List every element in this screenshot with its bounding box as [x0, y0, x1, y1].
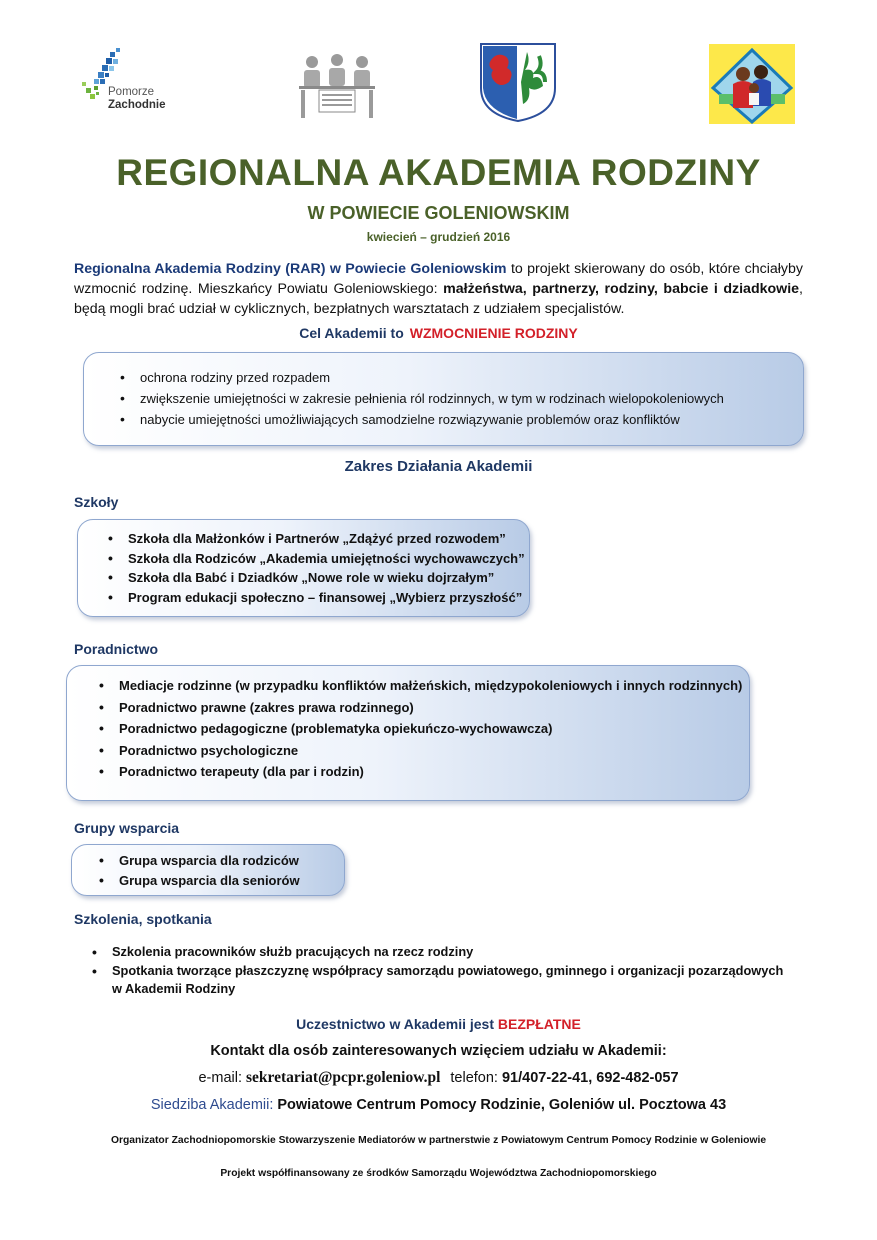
- intro-text-2: , będą mogli brać udział w cyklicznych, bezpłatnych warsztatach z udziałem specjalistów.: [74, 281, 803, 317]
- list-item: • Szkoła dla Babć i Dziadków „Nowe role w wieku dojrzałym”: [128, 568, 525, 588]
- participation-line: [0, 1016, 877, 1032]
- pomorze-text-line2: Zachodnie: [108, 99, 166, 111]
- list-item: • Program edukacji społeczno – finansowej „Wybierz przyszłość”: [128, 588, 525, 608]
- schools-list: [128, 529, 525, 607]
- mediators-association-logo: [297, 52, 377, 120]
- page-subtitle: W POWIECIE GOLENIOWSKIM: [307, 203, 570, 223]
- phone-label: telefon:: [450, 1070, 498, 1086]
- list-item: • Szkolenia pracowników służb pracujących na rzecz rodziny: [112, 943, 792, 961]
- list-item: • zwiększenie umiejętności w zakresie pełnienia ról rodzinnych, w tym w rodzinach wielopokoleniowych: [140, 388, 724, 409]
- goal-box: [83, 352, 804, 446]
- participation-value: BEZPŁATNE: [497, 1016, 581, 1032]
- date-range: kwiecień – grudzień 2016: [366, 230, 511, 244]
- goal-label: Cel Akademii to: [299, 325, 404, 341]
- contact-heading: Kontakt dla osób zainteresowanych wzięciem udziału w Akademii:: [210, 1043, 667, 1059]
- list-item: • Grupa wsparcia dla rodziców: [119, 851, 300, 871]
- list-item: • Grupa wsparcia dla seniorów: [119, 871, 300, 891]
- list-item: • Mediacje rodzinne (w przypadku konfliktów małżeńskich, międzypokoleniowych i innych rodzinnych): [119, 675, 742, 697]
- trainings-list: [112, 943, 792, 999]
- list-item: • Spotkania tworzące płaszczyznę współpracy samorządu powiatowego, gminnego i organizacji pozarządowych w Akademii Rodziny: [112, 962, 792, 998]
- goal-heading: [0, 325, 877, 341]
- coat-of-arms-icon: [479, 42, 557, 122]
- support-groups-box: [71, 844, 345, 896]
- schools-heading: Szkoły: [74, 494, 119, 510]
- intro-highlight: Regionalna Akademia Rodziny (RAR) w Powiecie Goleniowskim: [74, 261, 507, 277]
- list-item: • nabycie umiejętności umożliwiających samodzielne rozwiązywanie problemów oraz konfliktów: [140, 409, 724, 430]
- page-title: REGIONALNA AKADEMIA RODZINY: [116, 152, 761, 193]
- counseling-heading: Poradnictwo: [74, 641, 159, 657]
- seat-address: Powiatowe Centrum Pomocy Rodzinie, Goleniów ul. Pocztowa 43: [277, 1097, 727, 1113]
- list-item: • Poradnictwo prawne (zakres prawa rodzinnego): [119, 697, 742, 719]
- email-link[interactable]: sekretariat@pcpr.goleniow.pl: [245, 1069, 441, 1086]
- list-item: • Poradnictwo psychologiczne: [119, 740, 742, 762]
- list-item: • Szkoła dla Małżonków i Partnerów „Zdążyć przed rozwodem”: [128, 529, 525, 549]
- scope-heading: Zakres Działania Akademii: [344, 458, 533, 475]
- intro-bold: małżeństwa, partnerzy, rodziny, babcie i dziadkowie: [443, 281, 800, 297]
- participation-label: Uczestnictwo w Akademii jest: [296, 1016, 494, 1032]
- goal-list: [140, 367, 724, 430]
- email-label: e-mail:: [198, 1070, 242, 1086]
- list-item: • Szkoła dla Rodziców „Akademia umiejętności wychowawczych”: [128, 549, 525, 569]
- counseling-list: [119, 675, 742, 783]
- counseling-box: [66, 665, 750, 801]
- list-item: • Poradnictwo pedagogiczne (problematyka opiekuńczo-wychowawcza): [119, 718, 742, 740]
- support-groups-heading: Grupy wsparcia: [74, 820, 180, 836]
- schools-box: [77, 519, 530, 617]
- list-item: • Poradnictwo terapeuty (dla par i rodzin): [119, 761, 742, 783]
- organizer-note: Organizator Zachodniopomorskie Stowarzyszenie Mediatorów w partnerstwie z Powiatowym Centrum Pomocy Rodzinie w Goleniowie: [110, 1135, 767, 1146]
- contact-details: [0, 1069, 877, 1087]
- seat-label: Siedziba Akademii:: [150, 1097, 274, 1113]
- phone-number: 91/407-22-41, 692-482-057: [501, 1070, 679, 1086]
- pomorze-text-line1: Pomorze: [108, 86, 155, 98]
- goleniow-coat-of-arms: [479, 42, 557, 122]
- intro-text-1: to projekt skierowany do osób, które chciałyby wzmocnić rodzinę. Mieszkańcy Powiatu Goleniowskiego:: [74, 261, 803, 297]
- goal-value: WZMOCNIENIE RODZINY: [409, 325, 578, 341]
- support-groups-list: [119, 851, 300, 890]
- intro-paragraph: [74, 259, 803, 319]
- seat-line: [0, 1097, 877, 1113]
- list-item: • ochrona rodziny przed rozpadem: [140, 367, 724, 388]
- mediators-table-icon: [297, 52, 377, 120]
- family-logo: [709, 44, 795, 124]
- family-picture-icon: [709, 44, 795, 124]
- cofinance-note: Projekt współfinansowany ze środków Samorządu Województwa Zachodniopomorskiego: [220, 1168, 657, 1179]
- trainings-heading: Szkolenia, spotkania: [74, 911, 212, 927]
- pomorze-zachodnie-logo: [80, 46, 180, 118]
